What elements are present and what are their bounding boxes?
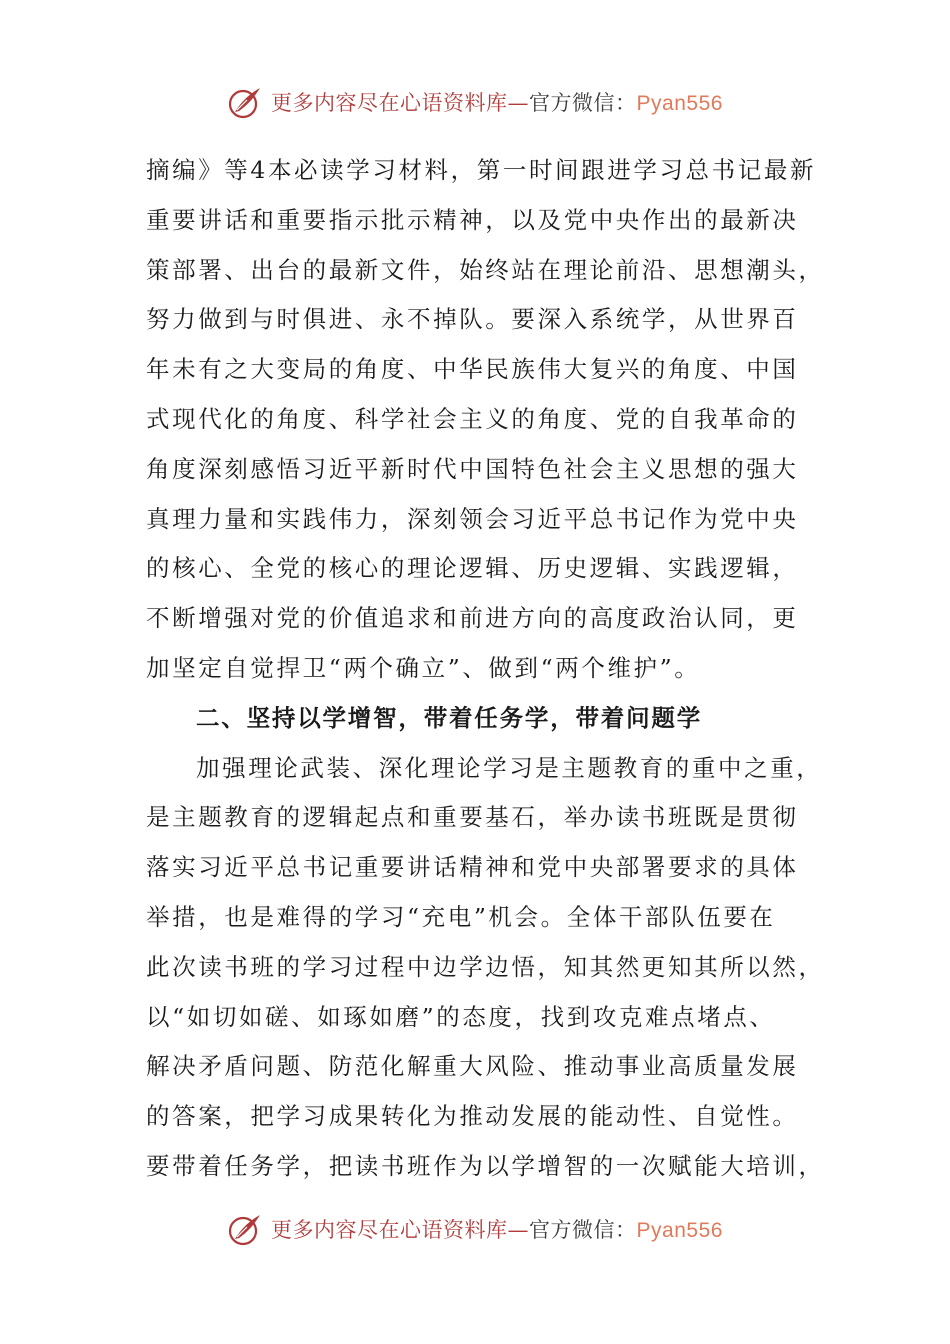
text-line: 摘编》等4本必读学习材料，第一时间跟进学习总书记最新 <box>146 156 817 184</box>
quill-logo-icon <box>227 84 263 120</box>
text-line: 此次读书班的学习过程中边学边悟，知其然更知其所以然， <box>146 952 825 981</box>
banner-wechat-id: Pyan556 <box>636 92 723 115</box>
text-line: 是主题教育的逻辑起点和重要基石，举办读书班既是贯彻 <box>146 803 799 832</box>
text-line: 的答案，把学习成果转化为推动发展的能动性、自觉性。 <box>146 1102 799 1131</box>
text-line: 以“如切如磋、如琢如磨”的态度，找到攻克难点堵点、 <box>146 1002 776 1031</box>
header-banner <box>0 80 950 124</box>
quill-logo-icon <box>227 1211 263 1247</box>
paragraph-1 <box>146 146 825 694</box>
text-line: 重要讲话和重要指示批示精神，以及党中央作出的最新决 <box>146 205 799 234</box>
text-line: 努力做到与时俱进、永不掉队。要深入系统学，从世界百 <box>146 305 799 334</box>
document-body <box>146 146 825 1192</box>
banner-separator: — <box>507 1218 530 1242</box>
banner-wechat-label: 官方微信： <box>529 91 637 115</box>
section-heading: 二、坚持以学增智，带着任务学，带着问题学 <box>196 703 702 732</box>
text-line: 加坚定自觉捍卫“两个确立”、做到“两个维护”。 <box>146 653 701 682</box>
text-line: 真理力量和实践伟力，深刻领会习近平总书记作为党中央 <box>146 504 799 533</box>
text-line: 要带着任务学，把读书班作为以学增智的一次赋能大培训， <box>146 1151 825 1180</box>
text-line: 加强理论武装、深化理论学习是主题教育的重中之重， <box>196 753 823 782</box>
banner-text <box>271 87 723 117</box>
text-line: 不断增强对党的价值追求和前进方向的高度政治认同，更 <box>146 604 799 633</box>
text-line: 解决矛盾问题、防范化解重大风险、推动事业高质量发展 <box>146 1052 799 1081</box>
banner-wechat-label: 官方微信： <box>529 1218 637 1242</box>
banner-main-text: 更多内容尽在心语资料库 <box>271 1218 508 1242</box>
text-line: 年未有之大变局的角度、中华民族伟大复兴的角度、中国 <box>146 355 799 384</box>
banner-text <box>271 1214 723 1244</box>
text-line: 落实习近平总书记重要讲话精神和党中央部署要求的具体 <box>146 853 799 882</box>
footer-banner <box>0 1207 950 1251</box>
text-line: 角度深刻感悟习近平新时代中国特色社会主义思想的强大 <box>146 454 799 483</box>
text-line: 的核心、全党的核心的理论逻辑、历史逻辑、实践逻辑， <box>146 554 799 583</box>
banner-separator: — <box>507 91 530 115</box>
text-line: 式现代化的角度、科学社会主义的角度、党的自我革命的 <box>146 404 799 433</box>
banner-main-text: 更多内容尽在心语资料库 <box>271 91 508 115</box>
paragraph-2 <box>146 744 825 1192</box>
banner-wechat-id: Pyan556 <box>636 1219 723 1242</box>
text-line: 举措，也是难得的学习“充电”机会。全体干部队伍要在 <box>146 902 776 931</box>
text-line: 策部署、出台的最新文件，始终站在理论前沿、思想潮头， <box>146 255 825 284</box>
